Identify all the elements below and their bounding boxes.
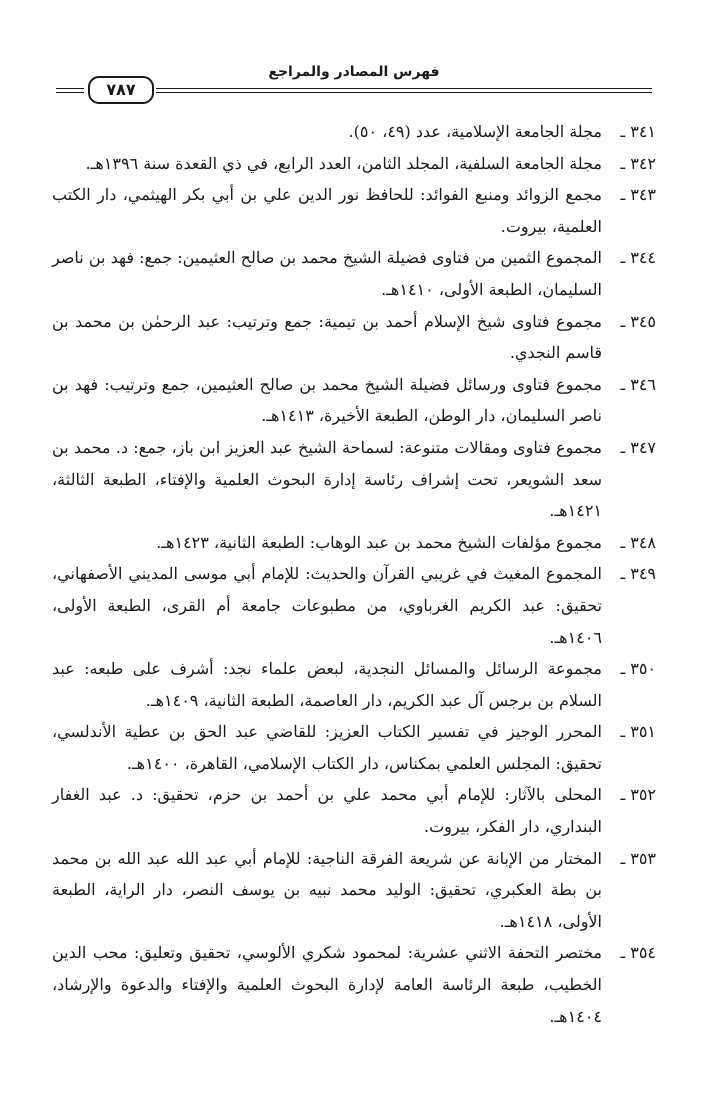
bibliography-list [52, 116, 656, 1032]
entry-text: المحرر الوجيز في تفسير الكتاب العزيز: للقاضي عبد الحق بن عطية الأندلسي، تحقيق: المجلس العلمي بمكناس، دار الكتاب الإسلامي، القاهرة، ١٤٠٠هـ. [52, 722, 602, 773]
entry-text: مجموع فتاوى شيخ الإسلام أحمد بن تيمية: جمع وترتيب: عبد الرحمٰن بن محمد بن قاسم النجدي. [52, 311, 602, 363]
bibliography-entry [52, 558, 656, 653]
entry-number: ٣٤١ ـ [620, 122, 656, 141]
bibliography-entry [52, 653, 656, 716]
entry-number: ٣٤٢ ـ [620, 153, 656, 173]
bibliography-entry [52, 527, 656, 559]
entry-number: ٣٤٦ ـ [620, 374, 656, 394]
bibliography-entry [52, 716, 656, 779]
entry-number: ٣٤٩ ـ [620, 564, 656, 584]
bibliography-entry [52, 937, 656, 1032]
bibliography-entry [52, 843, 656, 938]
bibliography-entry [52, 369, 656, 432]
entry-text: مجلة الجامعة الإسلامية، عدد (٤٩، ٥٠). [348, 122, 602, 141]
entry-text: المحلى بالآثار: للإمام أبي محمد علي بن أحمد بن حزم، تحقيق: د. عبد الغفار البنداري، دار الفكر، بيروت. [52, 785, 602, 837]
entry-number: ٣٥٣ ـ [620, 848, 656, 868]
bibliography-entry [52, 432, 656, 527]
entry-text: المجموع الثمين من فتاوى فضيلة الشيخ محمد بن صالح العثيمين: جمع: فهد بن ناصر السليمان، الطبعة الأولى، ١٤١٠هـ. [52, 248, 603, 299]
header-left-rule [56, 88, 84, 93]
entry-number: ٣٤٥ ـ [620, 311, 656, 331]
bibliography-entry [52, 242, 656, 305]
entry-text: مجموع فتاوى ومقالات متنوعة: لسماحة الشيخ عبد العزيز ابن باز، جمع: د. محمد بن سعد الشويعر، تحت إشراف رئاسة إدارة البحوث العلمية والإفتاء، الطبعة الثالثة، ١٤٢١هـ. [52, 437, 602, 521]
entry-number: ٣٥٤ ـ [620, 943, 656, 963]
entry-text: المجموع المغيث في غريبي القرآن والحديث: للإمام أبي موسى المديني الأصفهاني، تحقيق: عبد الكريم الغرباوي، من مطبوعات جامعة أم القرى، الطبعة الأولى، ١٤٠٦هـ. [52, 564, 602, 647]
entry-number: ٣٥١ ـ [620, 722, 656, 742]
entry-text: مجلة الجامعة السلفية، المجلد الثامن، العدد الرابع، في ذي القعدة سنة ١٣٩٦هـ. [85, 153, 602, 173]
entry-number: ٣٥٠ ـ [620, 659, 656, 679]
bibliography-entry [52, 116, 656, 148]
entry-text: مجموعة الرسائل والمسائل النجدية، لبعض علماء نجد: أشرف على طبعه: عبد السلام بن برجس آل عبد الكريم، دار العاصمة، الطبعة الثانية، ١٤٠٩هـ. [52, 659, 602, 710]
entry-number: ٣٤٣ ـ [620, 185, 656, 205]
entry-text: مجمع الزوائد ومنبع الفوائد: للحافظ نور الدين علي بن أبي بكر الهيثمي، دار الكتب العلمية، بيروت. [52, 185, 602, 236]
entry-text: مجموع مؤلفات الشيخ محمد بن عبد الوهاب: الطبعة الثانية، ١٤٢٣هـ. [156, 532, 602, 552]
entry-number: ٣٤٧ ـ [620, 437, 656, 457]
entry-text: مختصر التحفة الاثني عشرية: لمحمود شكري الألوسي، تحقيق وتعليق: محب الدين الخطيب، طبعة الرئاسة العامة لإدارة البحوث العلمية والإفتاء والدعوة والإرشاد، ١٤٠٤هـ. [52, 943, 602, 1026]
page-number: ٧٨٧ [88, 76, 154, 104]
page-header [56, 58, 652, 102]
entry-number: ٣٤٤ ـ [620, 248, 656, 268]
running-title: فهرس المصادر والمراجع [268, 64, 440, 80]
entry-text: مجموع فتاوى ورسائل فضيلة الشيخ محمد بن صالح العثيمين، جمع وترتيب: فهد بن ناصر السليمان، دار الوطن، الطبعة الأخيرة، ١٤١٣هـ. [52, 374, 602, 426]
bibliography-entry [52, 306, 656, 369]
entry-text: المختار من الإبانة عن شريعة الفرقة الناجية: للإمام أبي عبد الله عبد الله بن محمد بن بطة العكبري، تحقيق: الوليد محمد نبيه بن يوسف النصر، دار الراية، الطبعة الأولى، ١٤١٨هـ. [52, 848, 602, 931]
entry-number: ٣٤٨ ـ [620, 532, 656, 552]
bibliography-entry [52, 779, 656, 842]
bibliography-entry [52, 148, 656, 180]
entry-number: ٣٥٢ ـ [620, 785, 656, 805]
bibliography-entry [52, 179, 656, 242]
header-rule [156, 88, 652, 93]
